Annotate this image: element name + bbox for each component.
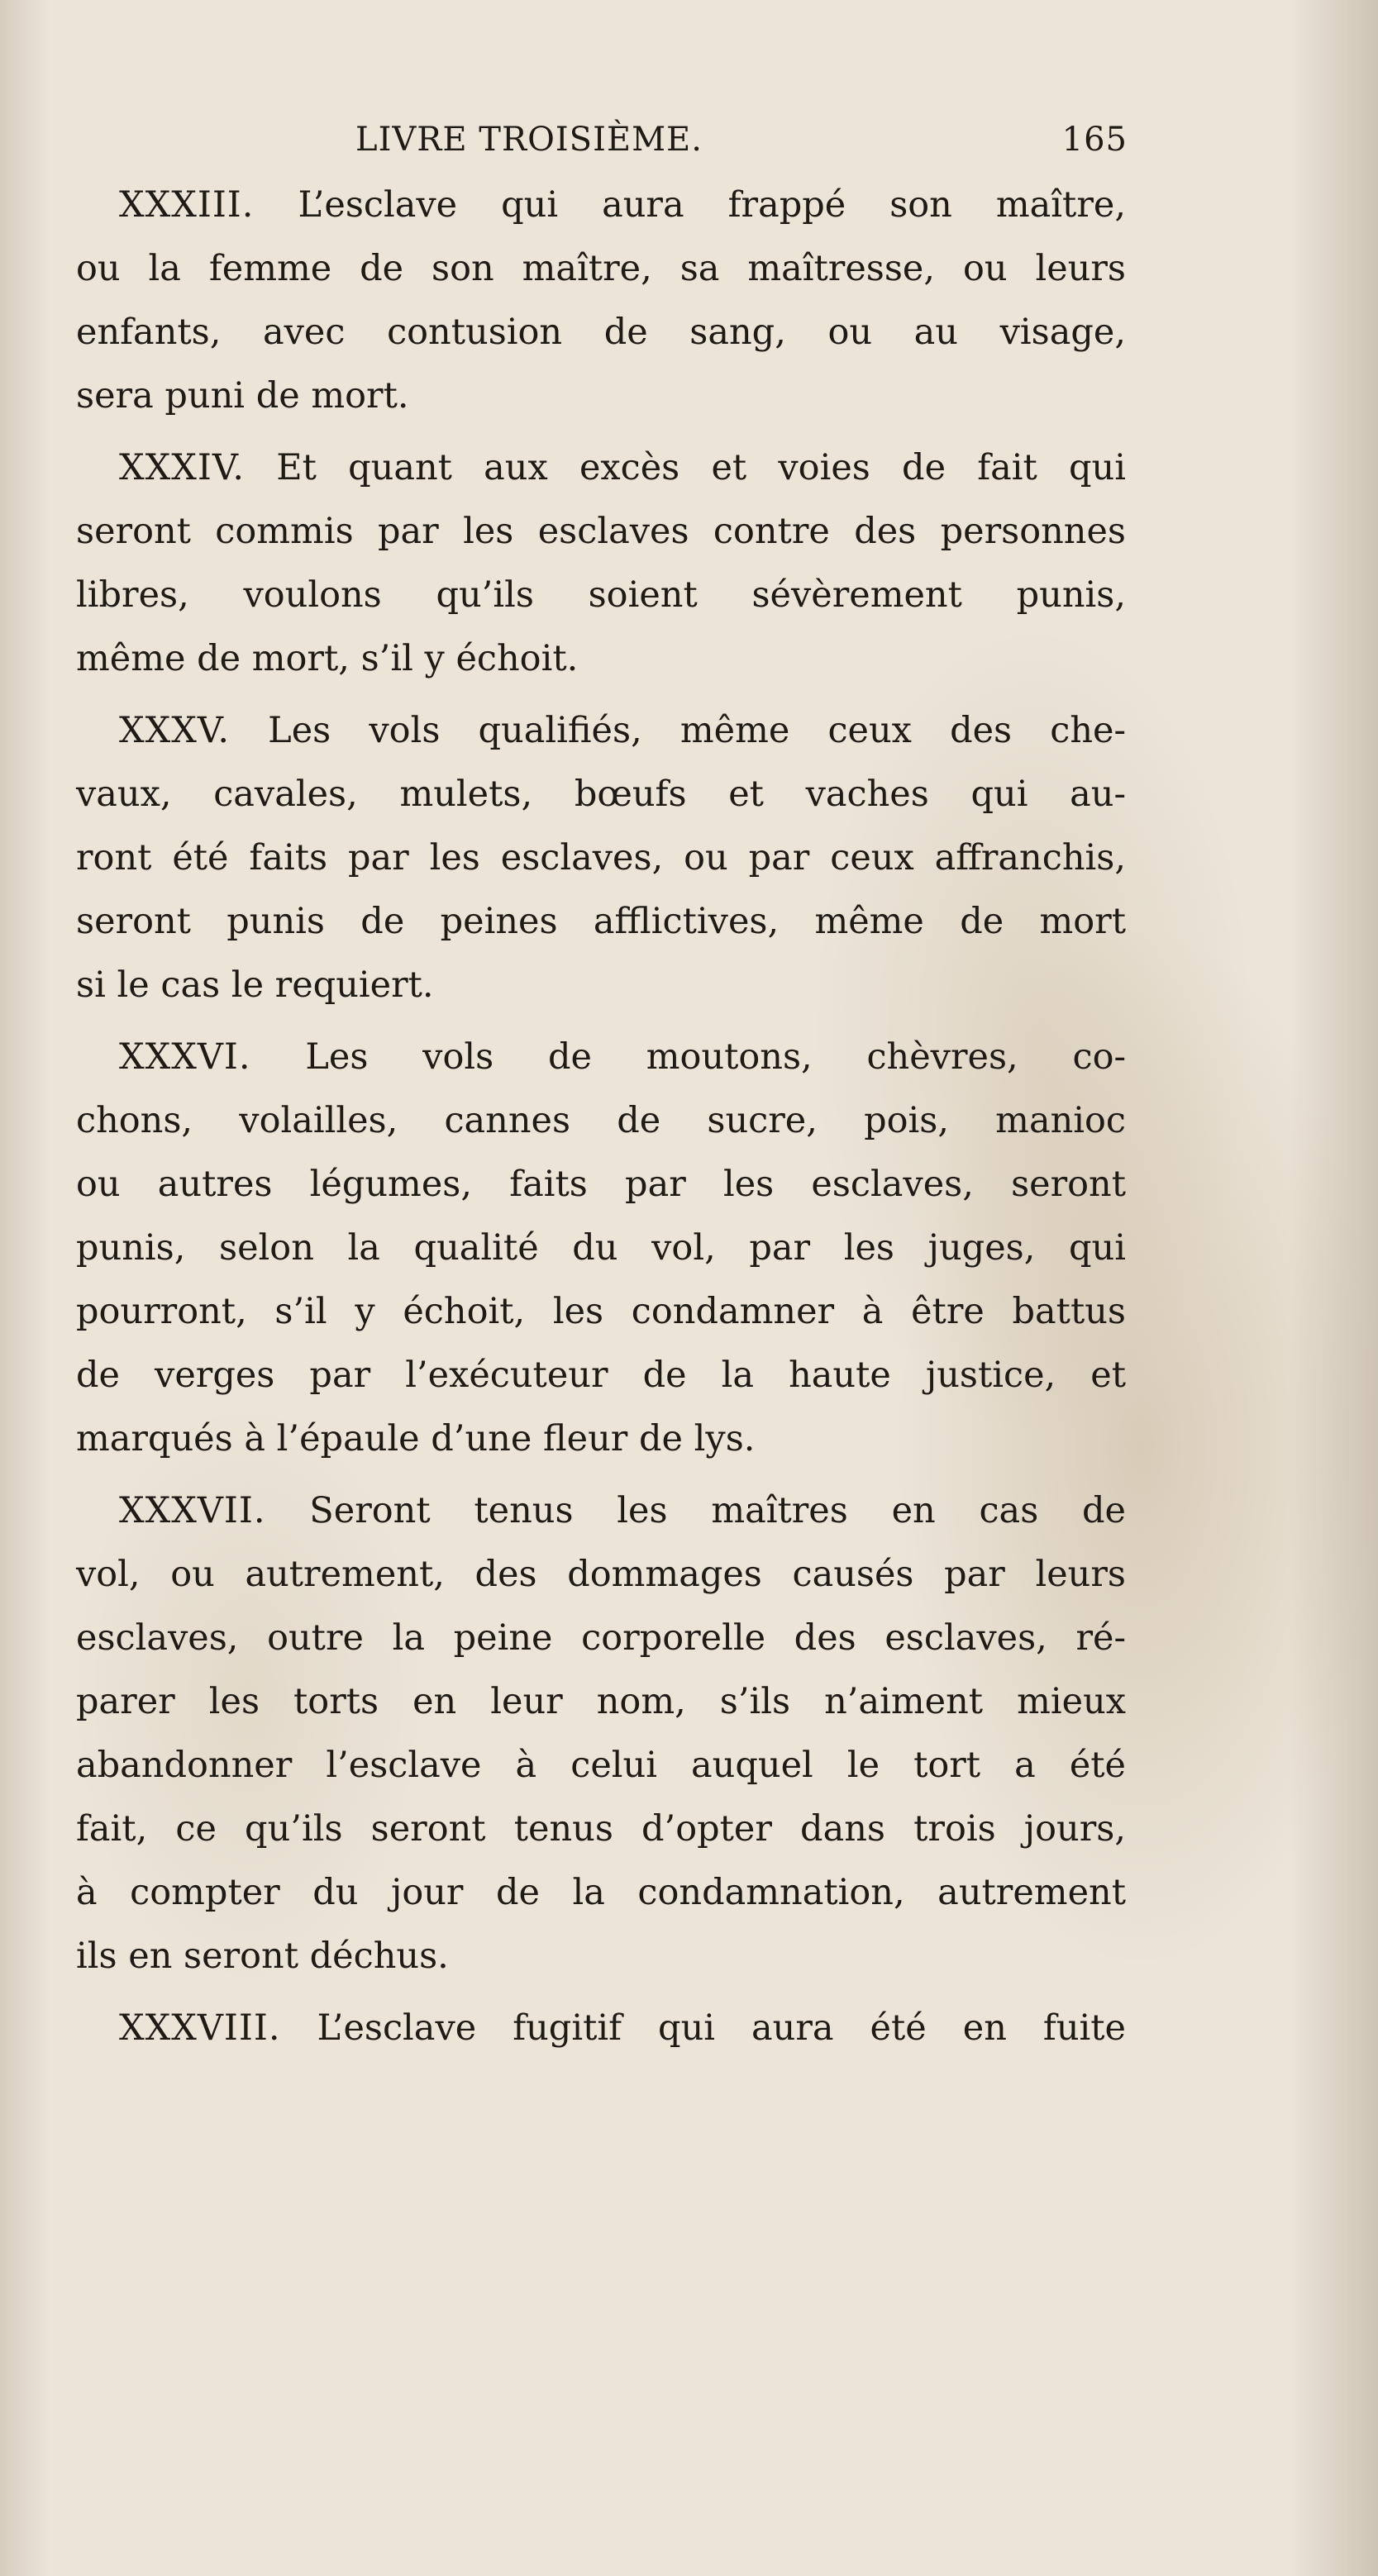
paragraph-line: esclaves, outre la peine corporelle des esclaves, ré- bbox=[76, 1617, 1126, 1659]
paragraph-line bbox=[76, 699, 1126, 763]
paragraph-line: ou autres légumes, faits par les esclaves, seront bbox=[76, 1164, 1126, 1205]
paragraph-line bbox=[76, 1026, 1126, 1089]
line-text: Seront tenus les maîtres en cas de bbox=[265, 1490, 1126, 1531]
paragraph-line: punis, selon la qualité du vol, par les juges, qui bbox=[76, 1227, 1126, 1269]
paragraph-line: de verges par l’exécuteur de la haute justice, et bbox=[76, 1355, 1126, 1396]
article-xxxviii bbox=[76, 1997, 1126, 2060]
article-numeral: XXXVIII. bbox=[119, 2007, 281, 2049]
article-xxxvii bbox=[76, 1479, 1126, 1988]
line-text: Les vols de moutons, chèvres, co- bbox=[250, 1036, 1126, 1078]
paragraph-line: même de mort, s’il y échoit. bbox=[76, 638, 579, 679]
paragraph-line: à compter du jour de la condamnation, autrement bbox=[76, 1872, 1126, 1913]
paragraph-line: chons, volailles, cannes de sucre, pois, manioc bbox=[76, 1100, 1126, 1141]
line-text: L’esclave fugitif qui aura été en fuite bbox=[280, 2007, 1126, 2049]
paragraph-line: enfants, avec contusion de sang, ou au visage, bbox=[76, 312, 1126, 353]
paragraph-line bbox=[76, 436, 1126, 500]
article-numeral: XXXVII. bbox=[119, 1490, 266, 1531]
paragraph-line: vol, ou autrement, des dommages causés par leurs bbox=[76, 1554, 1126, 1595]
paragraph-line: pourront, s’il y échoit, les condamner à être battus bbox=[76, 1291, 1126, 1332]
paragraph-line bbox=[76, 1997, 1126, 2060]
line-text: Et quant aux excès et voies de fait qui bbox=[245, 447, 1126, 488]
paragraph-line bbox=[76, 1479, 1126, 1543]
paragraph-line: ront été faits par les esclaves, ou par ceux affranchis, bbox=[76, 837, 1126, 879]
article-xxxiii bbox=[76, 174, 1126, 428]
line-text: Les vols qualifiés, même ceux des che- bbox=[230, 710, 1126, 751]
paragraph-line: fait, ce qu’ils seront tenus d’opter dans trois jours, bbox=[76, 1808, 1126, 1850]
article-numeral: XXXIII. bbox=[119, 184, 255, 226]
article-numeral: XXXVI. bbox=[119, 1036, 251, 1078]
paragraph-line: seront commis par les esclaves contre des personnes bbox=[76, 511, 1126, 552]
paragraph-line: sera puni de mort. bbox=[76, 375, 409, 417]
paragraph-line: vaux, cavales, mulets, bœufs et vaches qui au- bbox=[76, 774, 1126, 815]
page-text bbox=[76, 116, 1126, 2069]
paragraph-line bbox=[76, 174, 1126, 237]
article-xxxiv bbox=[76, 436, 1126, 691]
article-xxxv bbox=[76, 699, 1126, 1017]
paragraph-line: marqués à l’épaule d’une fleur de lys. bbox=[76, 1418, 756, 1459]
article-xxxvi bbox=[76, 1026, 1126, 1471]
line-text: L’esclave qui aura frappé son maître, bbox=[254, 184, 1126, 226]
running-title: LIVRE TROISIÈME. bbox=[355, 121, 703, 159]
paragraph-line: ils en seront déchus. bbox=[76, 1936, 449, 1977]
page-number: 165 bbox=[1061, 121, 1128, 159]
running-head bbox=[76, 116, 1126, 174]
paragraph-line: ou la femme de son maître, sa maîtresse, ou leurs bbox=[76, 248, 1126, 289]
article-numeral: XXXIV. bbox=[119, 447, 246, 488]
article-numeral: XXXV. bbox=[119, 710, 231, 751]
paragraph-line: libres, voulons qu’ils soient sévèrement punis, bbox=[76, 574, 1126, 616]
paragraph-line: si le cas le requiert. bbox=[76, 964, 434, 1006]
paragraph-line: abandonner l’esclave à celui auquel le tort a été bbox=[76, 1745, 1126, 1786]
paragraph-line: seront punis de peines afflictives, même de mort bbox=[76, 901, 1126, 942]
paragraph-line: parer les torts en leur nom, s’ils n’aiment mieux bbox=[76, 1681, 1126, 1722]
